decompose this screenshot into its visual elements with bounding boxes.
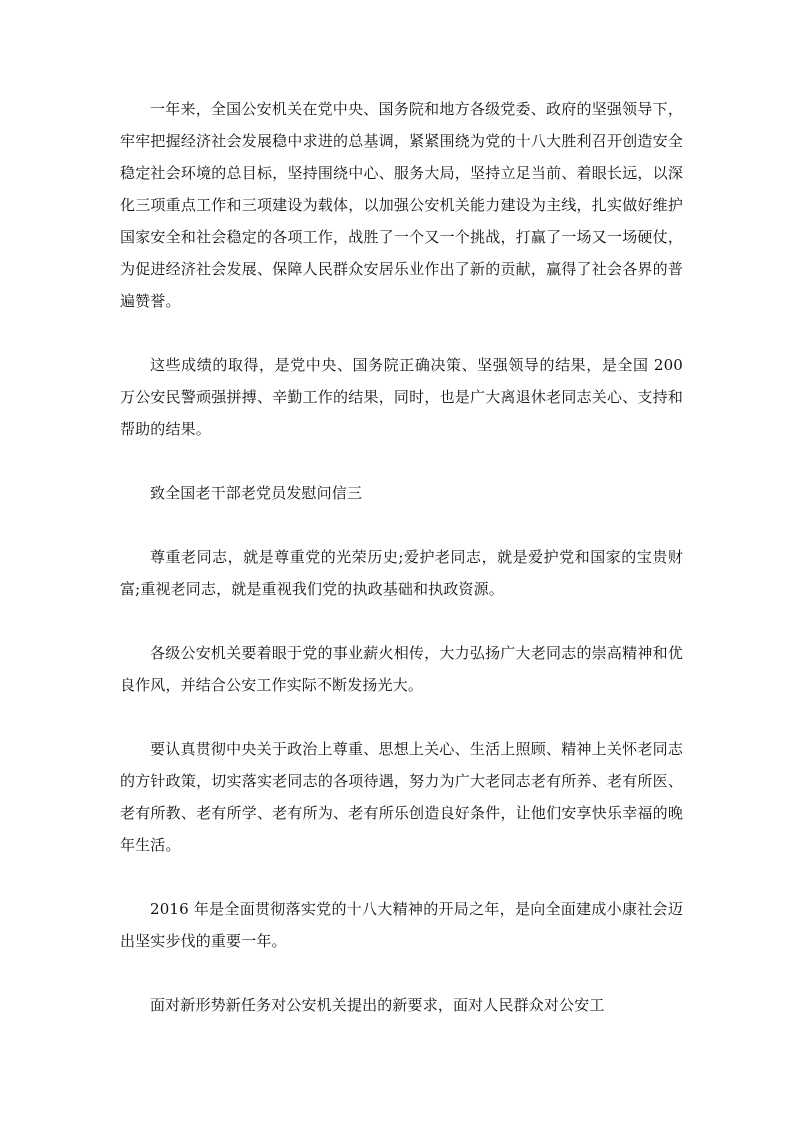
- paragraph-policy: 要认真贯彻中央关于政治上尊重、思想上关心、生活上照顾、精神上关怀老同志的方针政策，切实落实老同志的各项待遇，努力为广大老同志老有所养、老有所医、老有所教、老有所学、老有所为、老有所乐创造良好条件，让他们安享快乐幸福的晚年生活。: [120, 740, 683, 854]
- letter-heading: 致全国老干部老党员发慰问信三: [150, 484, 363, 502]
- paragraph-respect: 尊重老同志，就是尊重党的光荣历史;爱护老同志，就是爱护党和国家的宝贵财富;重视老同志，就是重视我们党的执政基础和执政资源。: [120, 548, 683, 598]
- paragraph-year: 2016 年是全面贯彻落实党的十八大精神的开局之年，是向全面建成小康社会迈出坚实步伐的重要一年。: [120, 900, 683, 950]
- paragraph-new-requirements: 面对新形势新任务对公安机关提出的新要求，面对人民群众对公安工: [150, 996, 605, 1014]
- paragraph-spirit: 各级公安机关要着眼于党的事业薪火相传，大力弘扬广大老同志的崇高精神和优良作风，并结合公安工作实际不断发扬光大。: [120, 644, 683, 694]
- paragraph-credit: 这些成绩的取得，是党中央、国务院正确决策、坚强领导的结果，是全国 200 万公安民警顽强拼搏、辛勤工作的结果，同时，也是广大离退休老同志关心、支持和帮助的结果。: [120, 356, 683, 438]
- document-body: [120, 93, 683, 1053]
- paragraph-achievements: 一年来，全国公安机关在党中央、国务院和地方各级党委、政府的坚强领导下，牢牢把握经济社会发展稳中求进的总基调，紧紧围绕为党的十八大胜利召开创造安全稳定社会环境的总目标，坚持围绕中心、服务大局，坚持立足当前、着眼长远，以深化三项重点工作和三项建设为载体，以加强公安机关能力建设为主线，扎实做好维护国家安全和社会稳定的各项工作，战胜了一个又一个挑战，打赢了一场又一场硬仗，为促进经济社会发展、保障人民群众安居乐业作出了新的贡献，赢得了社会各界的普遍赞誉。: [120, 100, 683, 310]
